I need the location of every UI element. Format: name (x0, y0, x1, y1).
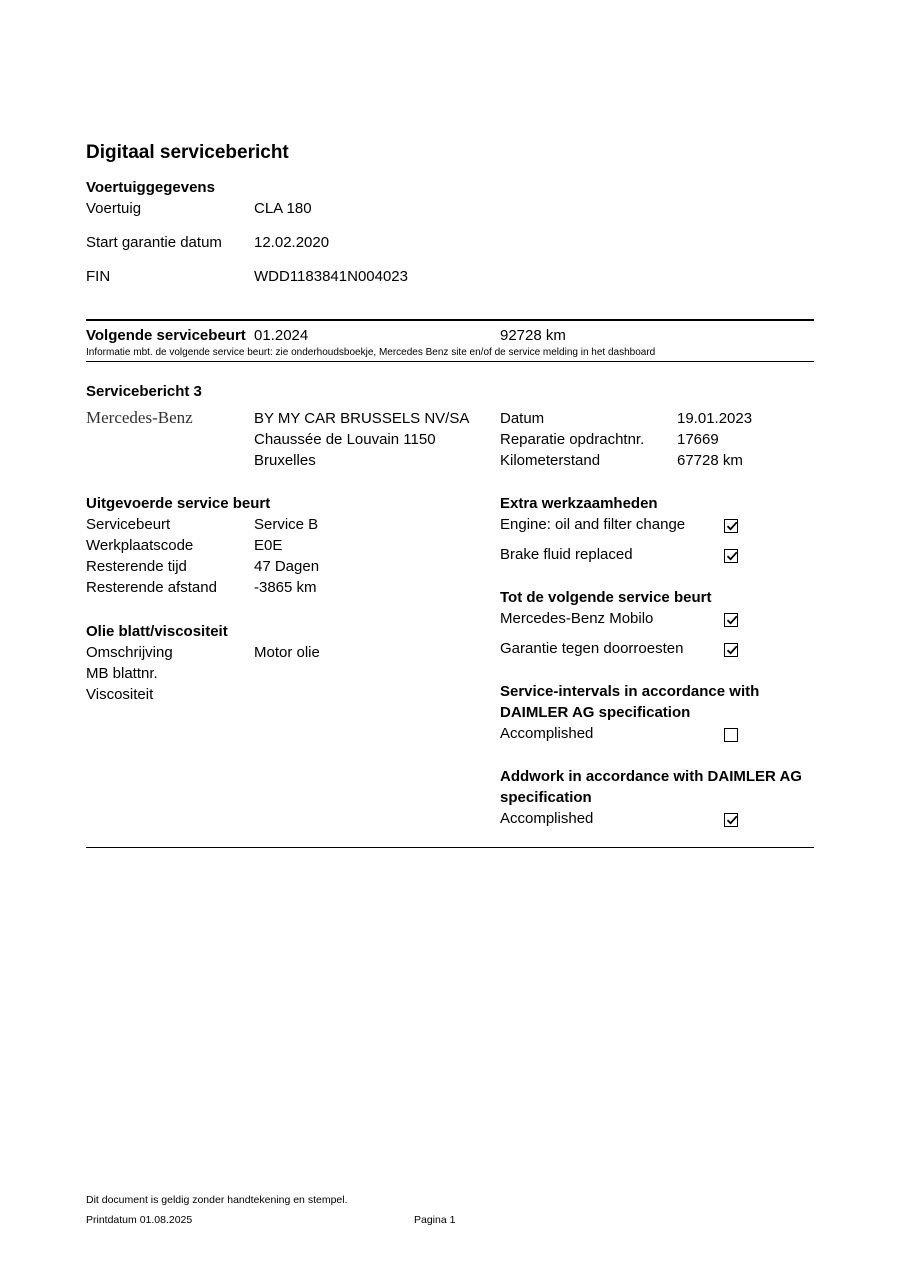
report-heading: Servicebericht 3 (86, 383, 202, 400)
check-icon (726, 550, 738, 562)
oil-description-label: Omschrijving (86, 644, 173, 661)
order-number-value: 17669 (677, 431, 719, 448)
checkbox-addwork (724, 813, 738, 827)
performed-value: Service B (254, 516, 319, 533)
addwork-item-label: Accomplished (500, 810, 594, 827)
divider-next-service (86, 361, 814, 362)
validity-note: Dit document is geldig zonder handtekening en stempel. (86, 1194, 348, 1206)
oil-viscosity-label: Viscositeit (86, 686, 154, 703)
mileage-label: Kilometerstand (500, 452, 601, 469)
date-label: Datum (500, 410, 545, 427)
date-value: 19.01.2023 (677, 410, 753, 427)
extra-item-oil-filter: Engine: oil and filter change (500, 516, 686, 533)
until-next-item-rust: Garantie tegen doorroesten (500, 640, 684, 657)
order-number-label: Reparatie opdrachtnr. (500, 431, 645, 448)
check-icon (726, 814, 738, 826)
checkbox-mobilo (724, 613, 738, 627)
until-next-item-mobilo: Mercedes-Benz Mobilo (500, 610, 654, 627)
page-number: Pagina 1 (414, 1214, 456, 1226)
page-title: Digitaal servicebericht (86, 142, 289, 163)
oil-description-value: Motor olie (254, 644, 320, 661)
checkbox-brake-fluid (724, 549, 738, 563)
check-icon (726, 520, 738, 532)
workshop-code-value: E0E (254, 537, 283, 554)
warranty-start-value: 12.02.2020 (254, 234, 330, 251)
print-date: Printdatum 01.08.2025 (86, 1214, 193, 1226)
warranty-start-label: Start garantie datum (86, 234, 222, 251)
fin-label: FIN (86, 268, 111, 285)
remaining-distance-value: -3865 km (254, 579, 317, 596)
remaining-time-value: 47 Dagen (254, 558, 320, 575)
vehicle-heading: Voertuiggegevens (86, 179, 215, 196)
mileage-value: 67728 km (677, 452, 743, 469)
until-next-heading: Tot de volgende service beurt (500, 589, 712, 606)
divider-bottom (86, 847, 814, 848)
next-service-label: Volgende servicebeurt (86, 327, 246, 344)
dealer-city: Bruxelles (254, 452, 316, 469)
dealer-name: BY MY CAR BRUSSELS NV/SA (254, 410, 470, 427)
checkbox-rust-warranty (724, 643, 738, 657)
dealer-street: Chaussée de Louvain 1150 (254, 431, 436, 448)
check-icon (726, 614, 738, 626)
remaining-distance-label: Resterende afstand (86, 579, 217, 596)
fin-value: WDD1183841N004023 (254, 268, 408, 285)
oil-part-number-label: MB blattnr. (86, 665, 158, 682)
check-icon (726, 644, 738, 656)
checkbox-oil-filter (724, 519, 738, 533)
addwork-heading-1: Addwork in accordance with DAIMLER AG (500, 768, 802, 785)
intervals-heading-2: DAIMLER AG specification (500, 704, 691, 721)
brand-logo: Mercedes-Benz (86, 408, 193, 427)
vehicle-label: Voertuig (86, 200, 142, 217)
next-service-km: 92728 km (500, 327, 566, 344)
intervals-item-label: Accomplished (500, 725, 594, 742)
remaining-time-label: Resterende tijd (86, 558, 187, 575)
performed-heading: Uitgevoerde service beurt (86, 495, 271, 512)
intervals-heading-1: Service-intervals in accordance with (500, 683, 760, 700)
oil-heading: Olie blatt/viscositeit (86, 623, 228, 640)
addwork-heading-2: specification (500, 789, 592, 806)
next-service-date: 01.2024 (254, 327, 309, 344)
performed-label: Servicebeurt (86, 516, 171, 533)
vehicle-value: CLA 180 (254, 200, 312, 217)
divider-top (86, 319, 814, 321)
checkbox-intervals (724, 728, 738, 742)
workshop-code-label: Werkplaatscode (86, 537, 194, 554)
extra-heading: Extra werkzaamheden (500, 495, 658, 512)
next-service-info: Informatie mbt. de volgende service beurt: zie onderhoudsboekje, Mercedes Benz site en/of de service melding in het dashboard (86, 347, 656, 358)
extra-item-brake-fluid: Brake fluid replaced (500, 546, 633, 563)
